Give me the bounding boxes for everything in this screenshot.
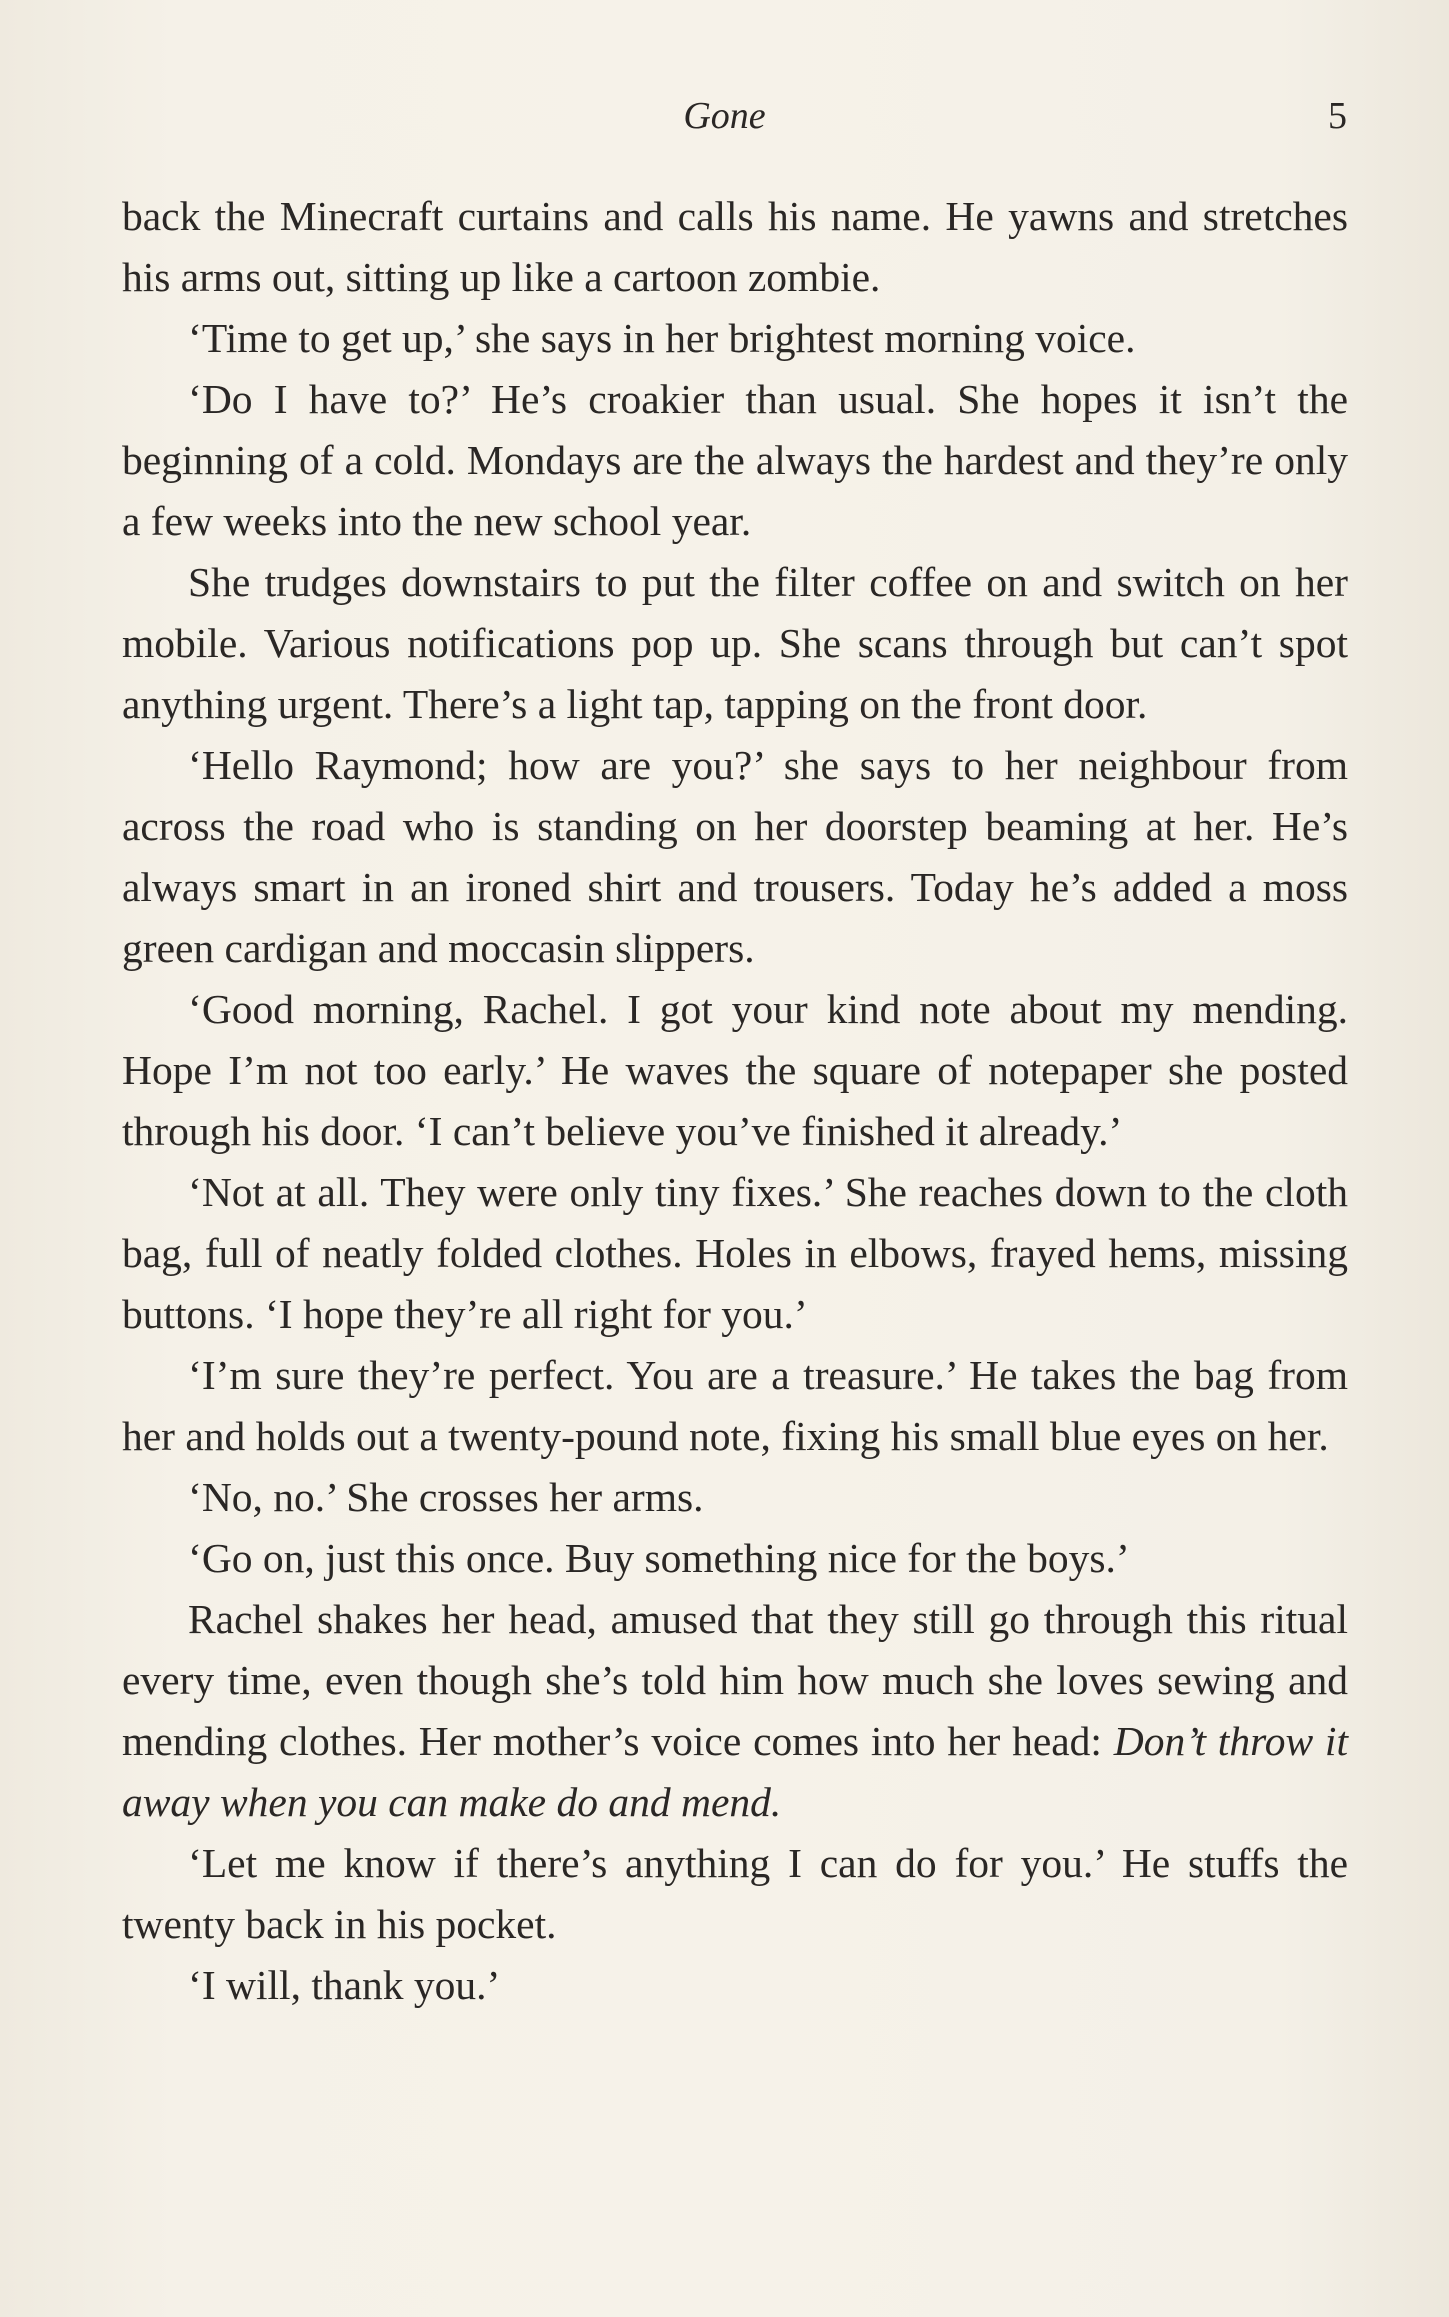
body-text xyxy=(122,186,1348,2016)
paragraph xyxy=(122,308,1348,369)
paragraph xyxy=(122,186,1348,308)
paragraph-text: ‘I’m sure they’re perfect. You are a treasure.’ He takes the bag from her and holds out a twenty-pound note, fixing his small blue eyes on her. xyxy=(122,1352,1348,1459)
paragraph-text: ‘Let me know if there’s anything I can do for you.’ He stuffs the twenty back in his pocket. xyxy=(122,1840,1348,1947)
paragraph-text: Rachel shakes her head, amused that they still go through this ritual every time, even though she’s told him how much she loves sewing and mending clothes. Her mother’s voice comes into her head: xyxy=(122,1596,1348,1764)
paragraph-text: back the Minecraft curtains and calls his name. He yawns and stretches his arms out, sitting up like a cartoon zombie. xyxy=(122,193,1348,300)
paragraph-text: ‘Time to get up,’ she says in her brightest morning voice. xyxy=(188,315,1136,361)
paragraph xyxy=(122,369,1348,552)
paragraph xyxy=(122,1162,1348,1345)
paragraph xyxy=(122,979,1348,1162)
paragraph xyxy=(122,1833,1348,1955)
paragraph-text: ‘Hello Raymond; how are you?’ she says to her neighbour from across the road who is standing on her doorstep beaming at her. He’s always smart in an ironed shirt and trousers. Today he’s added a moss green cardigan and moccasin slippers. xyxy=(122,742,1348,971)
paragraph-text: ‘Go on, just this once. Buy something nice for the boys.’ xyxy=(188,1535,1130,1581)
paragraph-text: ‘Good morning, Rachel. I got your kind note about my mending. Hope I’m not too early.’ He waves the square of notepaper she posted through his door. ‘I can’t believe you’ve finished it already.’ xyxy=(122,986,1348,1154)
paragraph-text: She trudges downstairs to put the filter coffee on and switch on her mobile. Various notifications pop up. She scans through but can’t spot anything urgent. There’s a light tap, tapping on the front door. xyxy=(122,559,1348,727)
paragraph-text: ‘No, no.’ She crosses her arms. xyxy=(188,1474,704,1520)
paragraph xyxy=(122,552,1348,735)
paragraph xyxy=(122,1528,1348,1589)
paragraph xyxy=(122,1467,1348,1528)
paragraph xyxy=(122,735,1348,979)
running-header xyxy=(0,88,1449,144)
italic-thought: Don’t throw it away when you can make do and mend. xyxy=(122,1718,1348,1825)
paragraph-text: ‘I will, thank you.’ xyxy=(188,1962,501,2008)
page-number: 5 xyxy=(1328,95,1347,137)
paragraph xyxy=(122,1589,1348,1833)
paragraph xyxy=(122,1955,1348,2016)
paragraph-text: ‘Do I have to?’ He’s croakier than usual. She hopes it isn’t the beginning of a cold. Mondays are the always the hardest and they’re only a few weeks into the new school year. xyxy=(122,376,1348,544)
running-title: Gone xyxy=(683,95,766,137)
paragraph xyxy=(122,1345,1348,1467)
paragraph-text: ‘Not at all. They were only tiny fixes.’ She reaches down to the cloth bag, full of neatly folded clothes. Holes in elbows, frayed hems, missing buttons. ‘I hope they’re all right for you.’ xyxy=(122,1169,1348,1337)
